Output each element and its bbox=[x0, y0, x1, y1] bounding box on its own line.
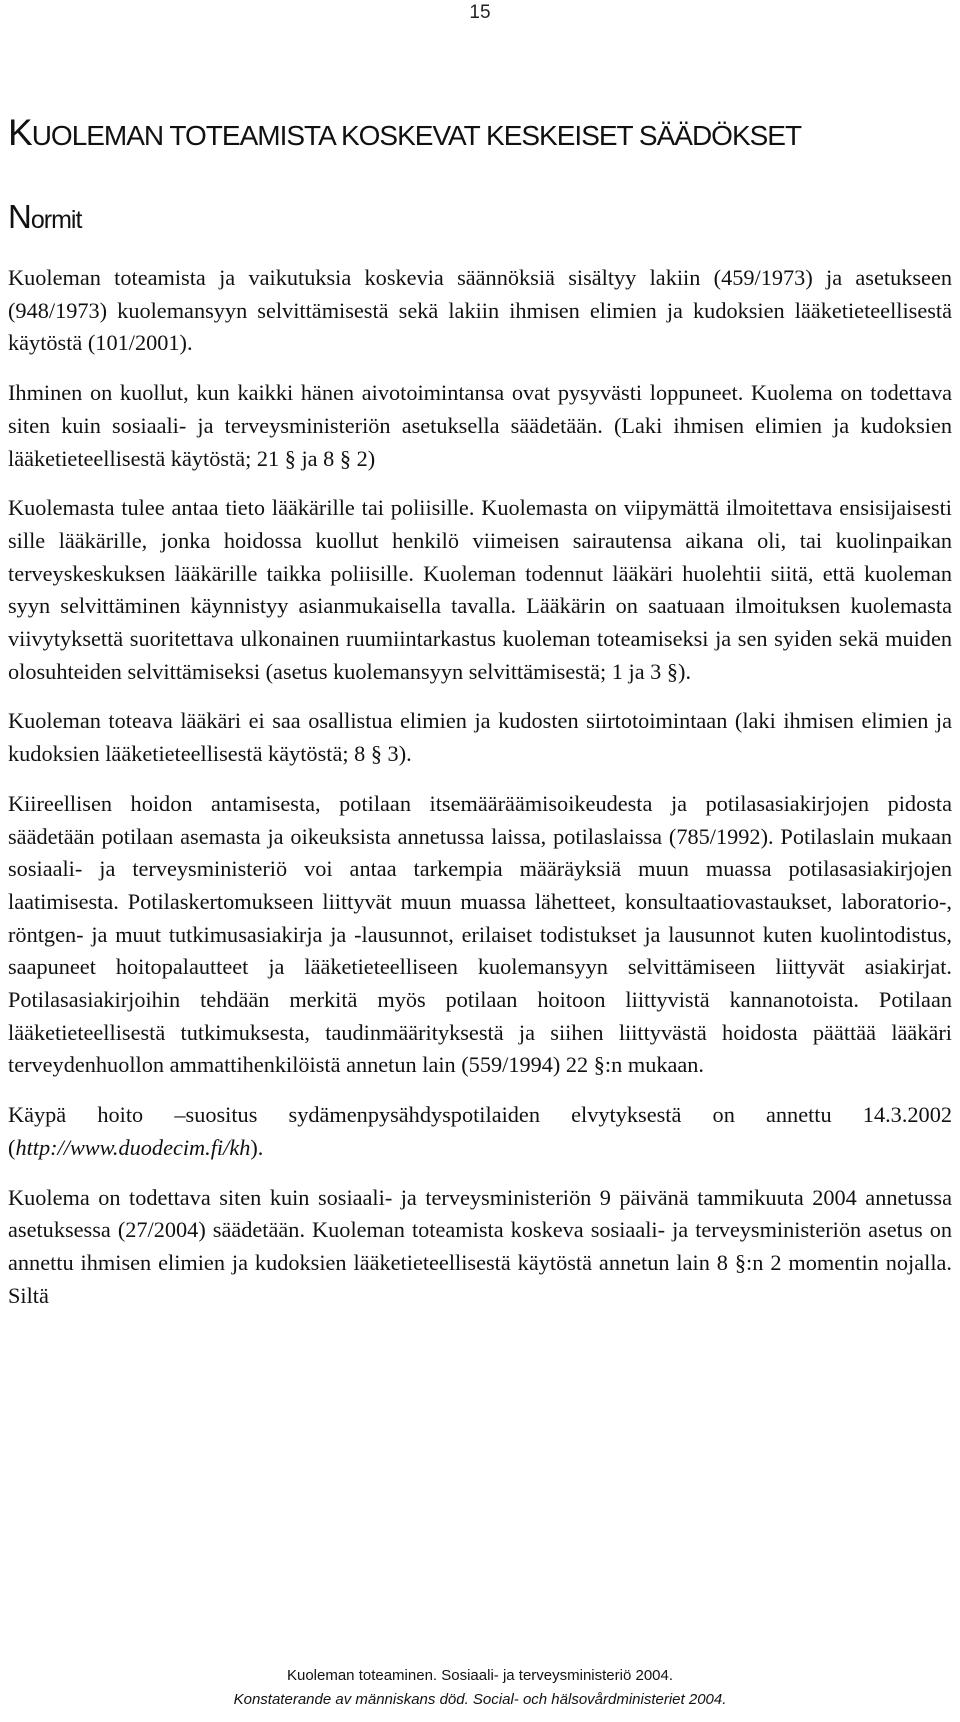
guideline-link[interactable]: http://www.duodecim.fi/kh bbox=[15, 1134, 251, 1160]
care-guideline-text-end: ). bbox=[250, 1134, 264, 1160]
paragraph-patient-records: Kiireellisen hoidon antamisesta, potilaan itsemääräämisoikeudesta ja potilasasiakirjojen pidosta säädetään potilaan asemasta ja oikeuksista annetussa laissa, potilaslaissa (785/1992). Potilaslain mukaan sosiaali- ja terveysministeriö voi antaa tarkempia määräyksiä muun muassa potilasasiakirjojen laatimisesta. Potilaskertomukseen liittyvät muun muassa lähetteet, konsultaatiovastaukset, laboratorio-, röntgen- ja muut tutkimusasiakirja ja -lausunnot, erilaiset todistukset ja lausunnot kuten kuolintodistus, saapuneet hoitopalautteet ja lääketieteelliseen kuolemansyyn selvittämiseen liittyvät asiakirjat. Potilasasiakirjoihin tehdään merkitä myös potilaan hoitoon liittyvistä kannanotoista. Potilaan lääketieteellisestä tutkimuksesta, taudinmäärityksestä ja siihen liittyvästä hoidosta päättää lääkäri terveydenhuollon ammattihenkilöistä annetun lain (559/1994) 22 §:n mukaan. bbox=[8, 790, 952, 1078]
main-heading-initial: K bbox=[8, 112, 32, 153]
section-heading bbox=[8, 198, 81, 236]
page-number: 15 bbox=[469, 2, 491, 23]
main-heading-rest: UOLEMAN TOTEAMISTA KOSKEVAT KESKEISET SÄÄDÖKSET bbox=[31, 120, 802, 151]
paragraph-death-definition: Ihminen on kuollut, kun kaikki hänen aivotoimintansa ovat pysyvästi loppuneet. Kuolema on todettava siten kuin sosiaali- ja terveysministeriön asetuksella säädetään. (Laki ihmisen elimien ja kudoksien lääketieteellisestä käytöstä; 21 § ja 8 § 2) bbox=[8, 380, 952, 471]
paragraph-ministry-decree: Kuolema on todettava siten kuin sosiaali- ja terveysministeriön 9 päivänä tammikuuta 2004 annetussa asetuksessa (27/2004) säädetään. Kuoleman toteamista koskeva sosiaali- ja terveysministeriön asetus on annettu ihmisen elimien ja kudoksien lääketieteellisestä käytöstä annetun lain 8 §:n 2 momentin nojalla. Siltä bbox=[8, 1184, 952, 1308]
paragraph-legislation: Kuoleman toteamista ja vaikutuksia koskevia säännöksiä sisältyy lakiin (459/1973) ja asetukseen (948/1973) kuolemansyyn selvittämisestä sekä lakiin ihmisen elimien ja kudoksien lääketieteellisestä käytöstä (101/2001). bbox=[8, 265, 952, 356]
paragraph-organ-transplant: Kuoleman toteava lääkäri ei saa osallistua elimien ja kudosten siirtotoimintaan (laki ihmisen elimien ja kudoksien lääketieteellisestä käytöstä; 8 § 3). bbox=[8, 708, 952, 767]
footer-line-finnish: Kuoleman toteaminen. Sosiaali- ja terveysministeriö 2004. bbox=[286, 1667, 674, 1684]
document-body bbox=[8, 262, 952, 1329]
main-heading bbox=[8, 112, 801, 154]
section-heading-initial: N bbox=[8, 198, 31, 235]
paragraph-death-notification: Kuolemasta tulee antaa tieto lääkärille tai poliisille. Kuolemasta on viipymättä ilmoitettava ensisijaisesti sille lääkärille, jonka hoidossa kuollut henkilö viimeisen sairautensa aikana oli, tai kuolinpaikan terveyskeskuksen lääkärille taikka poliisille. Kuoleman todennut lääkäri huolehtii siitä, että kuoleman syyn selvittäminen käynnistyy asianmukaisella tavalla. Lääkärin on saatuaan ilmoituksen kuolemasta viivytyksettä suoritettava ulkonainen ruumiintarkastus kuoleman toteamiseksi ja sen syiden sekä muiden olosuhteiden selvittämiseksi (asetus kuolemansyyn selvittämisestä; 1 ja 3 §). bbox=[8, 495, 952, 684]
footer-line-swedish: Konstaterande av människans död. Social- och hälsovårdministeriet 2004. bbox=[233, 1691, 727, 1708]
paragraph-care-guideline bbox=[8, 1099, 952, 1164]
section-heading-rest: ormit bbox=[30, 206, 82, 234]
care-guideline-text: Käypä hoito –suositus sydämenpysähdyspotilaiden elvytyksestä on annettu 14.3.2002 ( bbox=[8, 1102, 952, 1160]
